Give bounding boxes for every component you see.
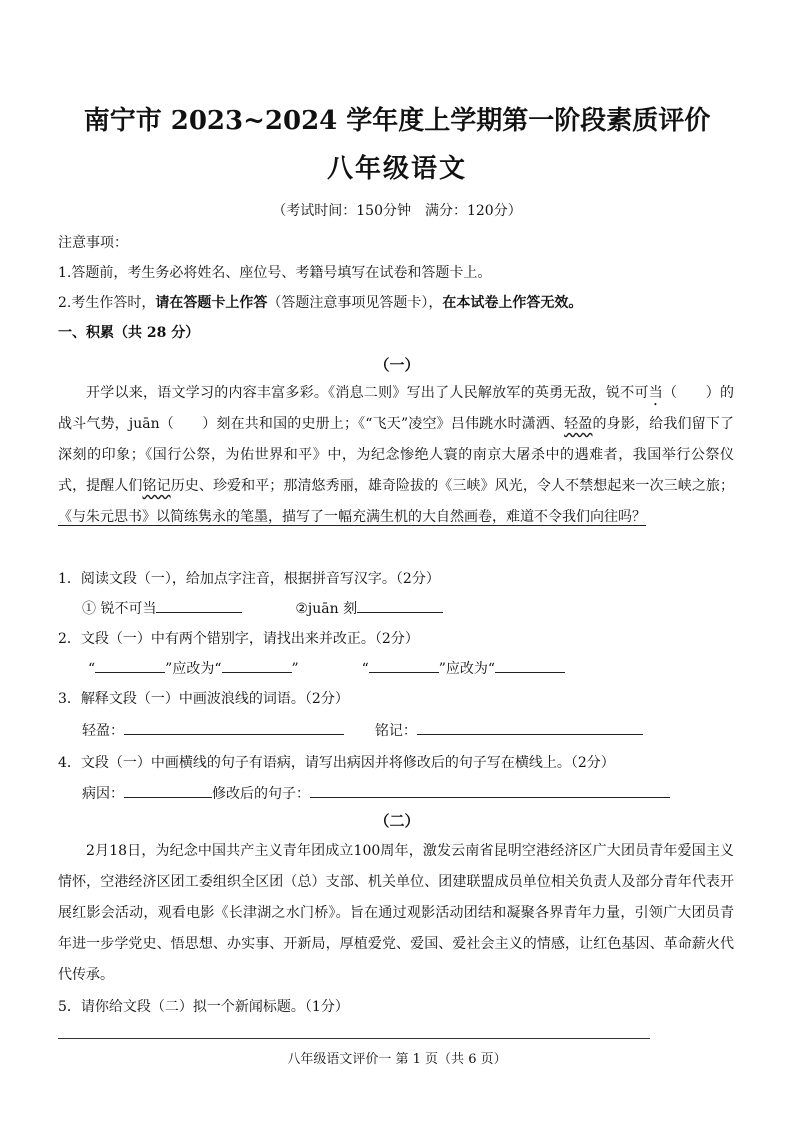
question-1-b-label: ②juān 刻 bbox=[295, 601, 358, 617]
question-2: 2．文段（一）中有两个错别字，请找出来并改正。（2分） bbox=[58, 631, 419, 647]
exam-subject: 八年级语文 bbox=[326, 154, 467, 184]
part-1-label: （一） bbox=[374, 356, 420, 374]
page-footer: 八年级语文评价一 第 1 页（共 6 页） bbox=[287, 1052, 507, 1067]
passage-1-s4a: 京大屠杀中的遇难者，我国举行公祭仪式，提醒人们 bbox=[58, 447, 735, 494]
exam-title: 南宁市 2023~2024 学年度上学期第一阶段素质评价 bbox=[83, 106, 711, 136]
notice-item-2-bold1: 请在答题卡上作答 bbox=[155, 295, 268, 311]
notice-item-1: 1.答题前，考生务必将姓名、座位号、考籍号填写在试卷和答题卡上。 bbox=[58, 265, 492, 281]
part-2-label: （二） bbox=[374, 812, 420, 830]
question-4-a-label: 病因： bbox=[82, 786, 124, 802]
passage-1-s1: 开学以来，语文学习的内容丰富多彩。《消息二则》写出了人民解放军的英勇无敌，锐不可 bbox=[86, 385, 649, 401]
q2-quote-close-1: ” bbox=[291, 661, 299, 677]
question-1-answers bbox=[82, 598, 443, 618]
passage-1-wavy-mingji: 铭记 bbox=[142, 478, 171, 494]
question-5: 5．请你给文段（二）拟一个新闻标题。（1分） bbox=[58, 999, 349, 1015]
question-3-a-label: 轻盈： bbox=[82, 723, 124, 739]
question-3-b-blank[interactable] bbox=[417, 720, 643, 735]
question-4-revised-blank[interactable] bbox=[310, 783, 670, 798]
passage-2: 2月18日，为纪念中国共产主义青年团成立100周年，激发云南省昆明空港经济区广大团员青年爱国主义情怀，空港经济区团工委组织全区团（总）支部、机关单位、团建联盟成员单位相关负责人及部分青年代表开展红影会活动，观看电影《长津湖之水门桥》。旨在通过观影活动团结和凝聚各界青年力量，引领广大团员青年进一步学党史、悟思想、办实事、开新局，厚植爱党、爱国、爱社会主义的情感，让红色基因、革命薪火代代传承。 bbox=[58, 843, 734, 983]
q2-should-be-2: ”应改为“ bbox=[438, 661, 496, 677]
question-3-b-label: 铭记： bbox=[374, 723, 417, 739]
question-4-b-label: 修改后的句子： bbox=[212, 786, 310, 802]
question-4-cause-blank[interactable] bbox=[124, 783, 212, 798]
question-2-answers bbox=[88, 658, 565, 678]
question-2-correct-2-blank[interactable] bbox=[495, 658, 565, 673]
question-3-answers bbox=[82, 720, 643, 740]
question-1-b-blank[interactable] bbox=[357, 598, 443, 613]
passage-1-s2c: juān（ ）刻在共和国的史册上；《“飞天”凌空》吕伟跳水时潇洒、 bbox=[128, 416, 565, 432]
q2-should-be-1: ”应改为“ bbox=[165, 661, 222, 677]
notice-item-2-mid: （答题注意事项见答题卡）， bbox=[267, 295, 443, 311]
question-4-answers bbox=[82, 783, 670, 803]
notice-heading: 注意事项： bbox=[58, 235, 128, 251]
passage-1-underlined-a: 《与朱元思书》以简练隽永的笔墨，描写了一 bbox=[58, 509, 338, 525]
passage-1-s2b: （ ）的战斗气势， bbox=[58, 385, 735, 432]
passage-1-s3b: 的身影，给我们留下了深刻的印象；《国行公祭，为佑世界和平》中，为纪念惨绝人寰的南 bbox=[58, 416, 735, 463]
q2-quote-open-1: “ bbox=[88, 661, 96, 677]
passage-1-s5a: 拔的《三峡》风光，令人不禁想起来一次三峡之旅； bbox=[410, 478, 735, 494]
passage-1-dotted-char: 当 bbox=[648, 385, 664, 401]
question-3: 3．解释文段（一）中画波浪线的词语。（2分） bbox=[58, 691, 349, 707]
question-3-a-blank[interactable] bbox=[124, 720, 344, 735]
notice-item-2-bold2: 在本试卷上作答无效。 bbox=[442, 295, 583, 311]
question-1-a-blank[interactable] bbox=[156, 598, 242, 613]
question-2-correct-1-blank[interactable] bbox=[222, 658, 292, 673]
question-1: 1．阅读文段（一），给加点字注音，根据拼音写汉字。（2分） bbox=[58, 571, 440, 587]
passage-1-underlined-b: 幅充满生机的大自然画卷，难道不令我们向往吗？ bbox=[338, 509, 646, 525]
passage-1-s4c: 历史、珍爱和平；那清悠秀丽，雄奇险 bbox=[170, 478, 411, 494]
question-2-wrong-2-blank[interactable] bbox=[369, 658, 439, 673]
exam-info: （考试时间：150分钟 满分：120分） bbox=[272, 203, 522, 219]
question-4: 4．文段（一）中画横线的句子有语病，请写出病因并将修改后的句子写在横线上。（2分） bbox=[58, 755, 615, 771]
passage-1-wavy-qingying: 轻盈 bbox=[564, 416, 593, 432]
q2-quote-open-2: “ bbox=[361, 661, 369, 677]
notice-item-2 bbox=[58, 292, 582, 312]
question-1-a-label: ① 锐不可当 bbox=[82, 601, 157, 617]
passage-1 bbox=[58, 378, 734, 533]
notice-item-2-pre: 2.考生作答时， bbox=[58, 295, 156, 311]
answer-line-q5[interactable] bbox=[58, 1038, 650, 1039]
section-1-heading: 一、积累（共 28 分） bbox=[58, 325, 200, 341]
question-2-wrong-1-blank[interactable] bbox=[95, 658, 165, 673]
